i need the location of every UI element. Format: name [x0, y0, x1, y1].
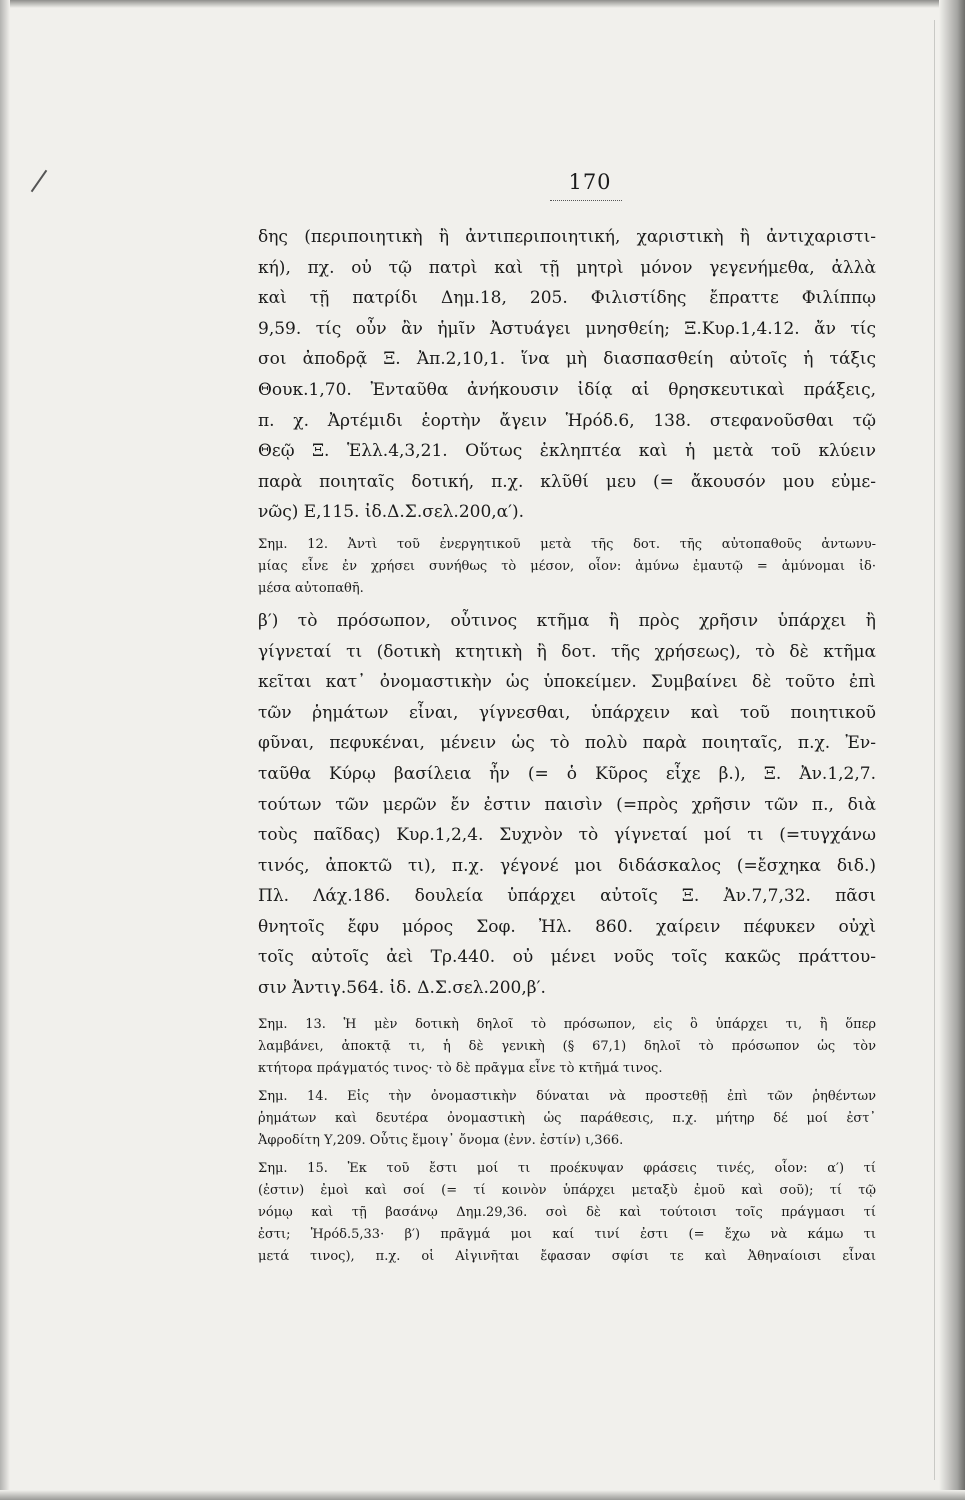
- page-bottom-edge: [0, 1490, 965, 1500]
- page-text: [258, 222, 876, 1268]
- text-line: 9,59. τίς οὖν ἂν ἡμῖν Ἀστυάγει μνησθείη; Ξ.Κυρ.1,4.12. ἄν τίς: [258, 318, 876, 339]
- page-right-edge: [939, 0, 965, 1500]
- text-line: τοῖς αὐτοῖς ἀεὶ Τρ.440. οὐ μένει νοῦς τοῖς κακῶς πράττου-: [258, 947, 876, 968]
- note-line: Σημ. 14. Εἰς τὴν ὀνομαστικὴν δύναται νὰ προστεθῇ ἐπὶ τῶν ῥηθέντων: [258, 1088, 876, 1104]
- note-line: Σημ. 12. Ἀντὶ τοῦ ἐνεργητικοῦ μετὰ τῆς δοτ. τῆς αὐτοπαθοῦς ἀντωνυ-: [258, 536, 876, 552]
- note-line: μίας εἶνε ἐν χρήσει συνήθως τὸ μέσον, οἷον: ἀμύνω ἐμαυτῷ = ἀμύνομαι ἰδ·: [258, 558, 876, 574]
- page-number-underline: [550, 200, 622, 201]
- text-line: τῶν ῥημάτων εἶναι, γίγνεσθαι, ὑπάρχειν καὶ τοῦ ποιητικοῦ: [258, 702, 876, 723]
- note-15: [258, 1158, 876, 1268]
- note-line: μέσα αὐτοπαθῆ.: [258, 580, 364, 596]
- note-line: κτήτορα πράγματός τινος· τὸ δὲ πρᾶγμα εἶνε τὸ κτῆμά τινος.: [258, 1060, 663, 1076]
- text-line: Θεῷ Ξ. Ἑλλ.4,3,21. Οὕτως ἐκληπτέα καὶ ἡ μετὰ τοῦ κλύειν: [258, 441, 876, 462]
- text-line: δης (περιποιητικὴ ἢ ἀντιπεριποιητική, χαριστικὴ ἢ ἀντιχαριστι-: [258, 227, 876, 247]
- text-line: Πλ. Λάχ.186. δουλεία ὑπάρχει αὐτοῖς Ξ. Ἀν.7,7,32. πᾶσι: [258, 886, 876, 907]
- note-line: λαμβάνει, ἀποκτᾷ τι, ἡ δὲ γενικὴ (§ 67,1) δηλοῖ τὸ πρόσωπον ὡς τὸν: [258, 1038, 876, 1054]
- text-line: παρὰ ποιηταῖς δοτική, π.χ. κλῦθί μευ (= ἄκουσόν μου εὐμε-: [258, 471, 876, 492]
- note-line: (ἐστιν) ἐμοὶ καὶ σοί (= τί κοινὸν ὑπάρχει μεταξὺ ἐμοῦ καὶ σοῦ); τί τῷ: [258, 1182, 876, 1198]
- text-line: καὶ τῇ πατρίδι Δημ.18, 205. Φιλιστίδης ἔπραττε Φιλίππῳ: [258, 288, 876, 309]
- text-line: ταῦθα Κύρῳ βασίλεια ἦν (= ὁ Κῦρος εἶχε β.), Ξ. Ἀν.1,2,7.: [258, 763, 876, 784]
- note-line: Σημ. 15. Ἐκ τοῦ ἔστι μοί τι προέκυψαν φράσεις τινές, οἷον: α′) τί: [258, 1160, 876, 1176]
- note-13: [258, 1014, 876, 1080]
- text-line: κή), πχ. οὐ τῷ πατρὶ καὶ τῇ μητρὶ μόνον γεγενήμεθα, ἀλλὰ: [258, 257, 876, 278]
- text-line: π. χ. Ἀρτέμιδι ἑορτὴν ἄγειν Ἡρόδ.6, 138. στεφανοῦσθαι τῷ: [258, 410, 876, 431]
- margin-pen-mark: [31, 170, 48, 192]
- text-line: β′) τὸ πρόσωπον, οὗτινος κτῆμα ἢ πρὸς χρῆσιν ὑπάρχει ἢ: [258, 610, 876, 631]
- note-14: [258, 1086, 876, 1152]
- page-fold-line: [934, 20, 935, 1480]
- text-line: κεῖται κατ᾽ ὀνομαστικὴν ὡς ὑποκείμεν. Συμβαίνει δὲ τοῦτο ἐπὶ: [258, 672, 876, 693]
- text-line: Θουκ.1,70. Ἐνταῦθα ἀνήκουσιν ἰδίᾳ αἱ θρησκευτικαὶ πράξεις,: [258, 379, 876, 400]
- note-line: μετά τινος), π.χ. οἱ Αἰγινῆται ἔφασαν σφίσι τε καὶ Ἀθηναίοισι εἶναι: [258, 1248, 876, 1264]
- note-line: ῥημάτων καὶ δευτέρα ὀνομαστικὴ ὡς παράθεσις, π.χ. μήτηρ δέ μοί ἐστ᾽: [258, 1110, 876, 1126]
- note-12: [258, 534, 876, 600]
- text-line: νῶς) Ε,115. ἰδ.Δ.Σ.σελ.200,α′).: [258, 502, 525, 523]
- text-line: σιν Ἀντιγ.564. ἰδ. Δ.Σ.σελ.200,β′.: [258, 978, 546, 999]
- page-top-edge: [0, 0, 965, 8]
- page-number: 170: [568, 170, 612, 194]
- text-line: γίγνεταί τι (δοτικὴ κτητικὴ ἢ δοτ. τῆς χρήσεως), τὸ δὲ κτῆμα: [258, 641, 876, 662]
- text-line: τοὺς παῖδας) Κυρ.1,2,4. Συχνὸν τὸ γίγνεταί μοί τι (=τυγχάνω: [258, 825, 876, 846]
- page-left-edge: [0, 0, 10, 1500]
- text-line: φῦναι, πεφυκέναι, μένειν ὡς τὸ πολὺ παρὰ ποιηταῖς, π.χ. Ἐν-: [258, 733, 876, 754]
- note-line: ἐστι; Ἡρόδ.5,33· β′) πρᾶγμά μοι καί τινί ἐστι (= ἔχω νὰ κάμω τι: [258, 1226, 876, 1242]
- note-line: Σημ. 13. Ἡ μὲν δοτικὴ δηλοῖ τὸ πρόσωπον, εἰς ὃ ὑπάρχει τι, ἢ ὅπερ: [258, 1016, 876, 1032]
- paragraph-dative-alpha: [258, 222, 876, 528]
- text-line: θνητοῖς ἔφυ μόρος Σοφ. Ἠλ. 860. χαίρειν πέφυκεν οὐχὶ: [258, 916, 876, 937]
- note-line: Ἀφροδίτη Υ,209. Οὖτις ἔμοιγ᾽ ὄνομα (ἐνν. ἐστίν) ι,366.: [258, 1132, 624, 1148]
- text-line: σοι ἀποδρᾷ Ξ. Ἀπ.2,10,1. ἵνα μὴ διασπασθείη αὐτοῖς ἡ τάξις: [258, 349, 876, 370]
- text-line: τούτων τῶν μερῶν ἔν ἐστιν παισὶν (=πρὸς χρῆσιν τῶν π., διὰ: [258, 794, 876, 815]
- note-line: νόμῳ καὶ τῇ βασάνῳ Δημ.29,36. σοὶ δὲ καὶ τούτοισι τοῖς πράγμασι τί: [258, 1204, 876, 1220]
- paragraph-dative-beta: [258, 606, 876, 1004]
- text-line: τινός, ἀποκτῶ τι), π.χ. γέγονέ μοι διδάσκαλος (=ἔσχηκα διδ.): [258, 855, 876, 876]
